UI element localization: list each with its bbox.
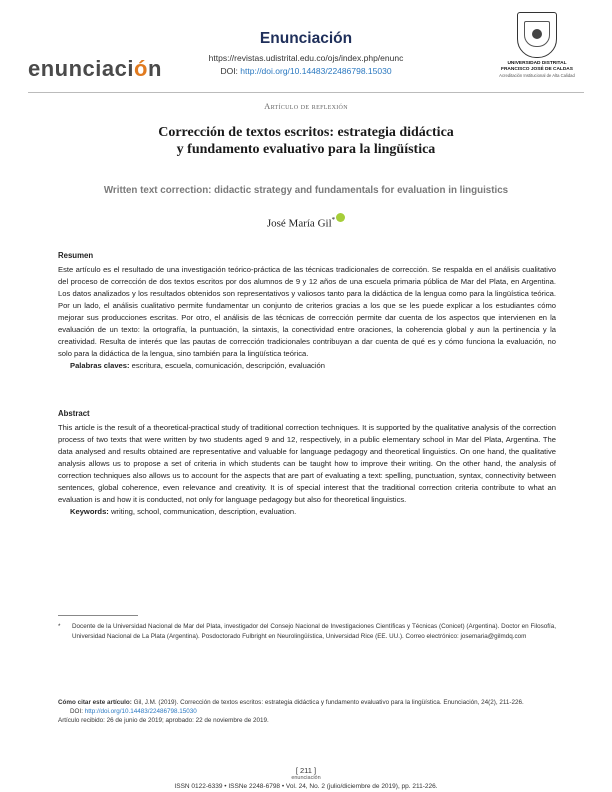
- keywords: [70, 506, 556, 518]
- footer-issn: ISSN 0122-6339 • ISSNe 2248-6798 • Vol. 24, No. 2 (julio/diciembre de 2019), pp. 211-226.: [174, 783, 438, 790]
- citation-text: Gil, J.M. (2019). Corrección de textos escritos: estrategia didáctica y fundamento evaluativo para la lingüística. Enunciación, 24(2), 211-226.: [133, 699, 524, 706]
- university-logo: [482, 12, 592, 78]
- article-subtitle-english: Written text correction: didactic strategy and fundamentals for evaluation in linguistics: [103, 185, 509, 196]
- citation-doi-link[interactable]: http://doi.org/10.14483/22486798.15030: [84, 708, 197, 715]
- footnote-text: Docente de la Universidad Nacional de Mar del Plata, investigador del Consejo Nacional de Investigaciones Científicas y Técnicas (Conicet) (Argentina). Doctor en Filosofía, Universidad Nacional de La Plata (Argentina). Posdoctorado Fulbright en Neurolingüística, Universidad Rice (EE. UU.). Correo electrónico: josemaria@gilmdq.com: [72, 623, 556, 640]
- university-seal-icon: [517, 12, 557, 58]
- keywords-label: Keywords:: [70, 507, 109, 516]
- footer-journal: enunciación: [291, 775, 321, 781]
- keywords-value: writing, school, communication, description, evaluation.: [110, 507, 297, 516]
- author-footnote-mark: *: [331, 216, 336, 224]
- journal-url[interactable]: https://revistas.udistrital.edu.co/ojs/index.php/enunc: [208, 53, 404, 63]
- logo-accent: ó: [133, 56, 148, 81]
- citation-line: [58, 698, 556, 707]
- section-label: Artículo de reflexión: [264, 101, 348, 111]
- university-accreditation: Acreditación Institucional de Alta Calidad: [499, 72, 575, 78]
- resumen-heading: Resumen: [58, 251, 94, 260]
- article-title: [0, 124, 612, 158]
- citation-doi: [70, 707, 556, 716]
- palabras-claves-value: escritura, escuela, comunicación, descripción, evaluación: [131, 361, 325, 370]
- abstract-body: This article is the result of a theoretical-practical study of traditional correction techniques. It is supported by the qualitative analysis of the correction process of two texts that were written by two students aged 9 and 12, respectively, in a public elementary school in Mar del Plata, Argentina. The data analysed and results obtained are representative and valuable for language pedagogy and theoretical linguistics. On one hand, the qualitative analysis allows us to propose a set of criteria in which students can be taught how to improve their writing. On the other hand, the analysis of correction techniques also allows us to account for the aspects that are part of evaluating a text: spelling, punctuation, syntax, connectivity between sentences, global coherence, even relevance and creativity. It is of special interest that the traditional correction criteria contribute to what an evaluation is and how it is conducted, not only for language pedagogy but also for theoretical linguistics.: [58, 423, 556, 504]
- palabras-claves-label: Palabras claves:: [70, 361, 130, 370]
- journal-title: Enunciación: [259, 30, 353, 47]
- abstract-section: [58, 408, 556, 518]
- title-line-1: Corrección de textos escritos: estrategia didáctica: [158, 125, 454, 140]
- university-name-line1: UNIVERSIDAD DISTRITAL: [507, 61, 567, 66]
- citation-label: Cómo citar este artículo:: [58, 699, 132, 706]
- university-name-line2: FRANCISCO JOSÉ DE CALDAS: [501, 66, 573, 72]
- author: [0, 216, 612, 230]
- article-dates: Artículo recibido: 26 de junio de 2019; aprobado: 22 de noviembre de 2019.: [58, 717, 269, 724]
- logo-text-end: n: [147, 56, 162, 81]
- footnote-mark: *: [58, 623, 61, 630]
- doi-label: DOI:: [220, 66, 238, 76]
- doi-link[interactable]: http://doi.org/10.14483/22486798.15030: [240, 66, 392, 76]
- author-name: José María Gil: [266, 217, 332, 230]
- abstract-heading: Abstract: [58, 409, 90, 418]
- orcid-icon[interactable]: [336, 213, 345, 222]
- resumen-section: [58, 250, 556, 372]
- resumen-body: Este artículo es el resultado de una investigación teórico-práctica de las técnicas tradicionales de corrección. Se respalda en el análisis cualitativo del proceso de corrección de dos textos escritos por dos alumnos de 9 y 12 años de una escuela primaria pública de Mar del Plata, en Argentina. Los datos analizados y los resultados obtenidos son representativos y valiosos tanto para la didáctica de la lengua como para la lingüística teórica. Por un lado, el análisis cualitativo permite fundamentar un conjunto de criterios gracias a los que se les puede explicar a los estudiantes cómo mejorar sus producciones escritas. Por otro, el análisis de las técnicas de corrección permite dar cuenta de los aspectos que intervienen en la evaluación de un texto: la ortografía, la puntuación, la sintaxis, la conectividad entre oraciones, la coherencia global y aun la pertinencia y la creatividad. Resulta de interés que las pautas de corrección tradicionales contribuyan a dar cuenta de qué es y cómo funciona la evaluación, no solo para la didáctica de la lengua, sino también para la lingüística teórica.: [58, 265, 556, 358]
- palabras-claves: [70, 360, 556, 372]
- author-footnote: [58, 622, 556, 641]
- header-divider: [28, 92, 584, 93]
- citation-doi-label: DOI:: [70, 708, 83, 715]
- logo-text: enunciaci: [28, 56, 134, 81]
- page-number: [ 211 ]: [295, 766, 317, 775]
- footnote-divider: [58, 615, 138, 616]
- title-line-2: y fundamento evaluativo para la lingüística: [176, 142, 436, 157]
- citation-block: [58, 698, 556, 725]
